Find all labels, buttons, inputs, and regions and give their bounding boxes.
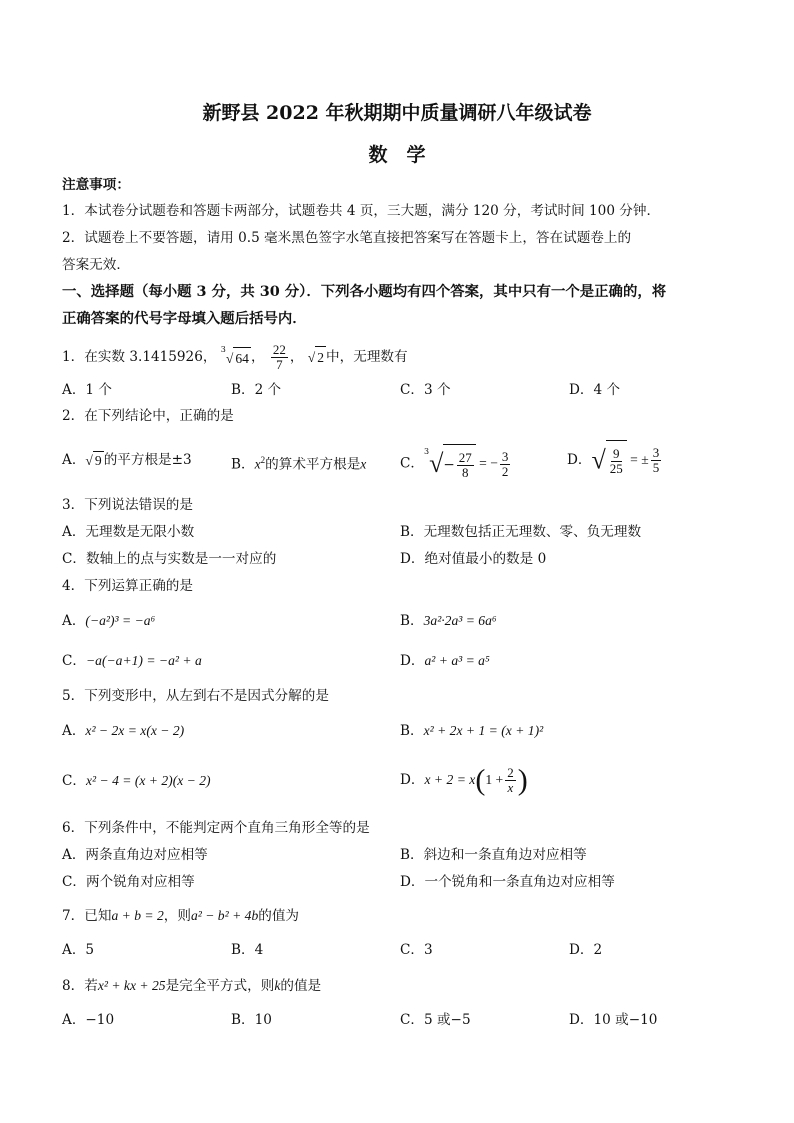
question-4-stem: 4．下列运算正确的是 (62, 578, 193, 594)
q4-option-a (62, 612, 155, 630)
section1-heading-line2: 正确答案的代号字母填入题后括号内． (62, 310, 307, 327)
q5-c-expr: x² − 4 = (x + 2)(x − 2) (86, 773, 211, 788)
q5-d-prefix: D． (400, 772, 425, 788)
q2-c-index: 3 (424, 447, 430, 456)
q2-d-rden: 5 (652, 460, 660, 475)
q2-c-num: 27 (458, 449, 472, 465)
q1-sqrt2-radicand: 2 (315, 346, 326, 369)
question-8-stem (62, 977, 321, 995)
q5-a-prefix: A． (62, 723, 86, 739)
q2-c-rnum: 3 (501, 448, 509, 464)
q4-c-expr: −a(−a+1) = −a² + a (86, 653, 202, 668)
q2-b-prefix: B． (231, 456, 255, 473)
notes-heading: 注意事项： (62, 177, 130, 193)
q4-b-expr: 3a²·2a³ = 6a⁶ (423, 613, 497, 628)
q2-option-a: A．√ 9 的平方根是±3 (62, 452, 192, 468)
q2-b-var: x (254, 456, 261, 472)
q1-root-index: 3 (220, 344, 226, 354)
q7-option-c: C．3 (400, 942, 433, 958)
question-5-stem: 5．下列变形中，从左到右不是因式分解的是 (62, 688, 329, 704)
q2-c-prefix: C． (400, 455, 424, 472)
q1-radicand: 64 (233, 347, 251, 370)
q2-d-rnum: 3 (652, 445, 660, 460)
q8-expression: x² + kx + 25 (97, 978, 166, 993)
q1-option-b: B．2 个 (231, 382, 282, 398)
q7-stem-c: 的值为 (258, 908, 300, 924)
q1-option-a: A．1 个 (62, 382, 112, 398)
q4-option-c (62, 652, 202, 670)
q1-frac-num: 22 (272, 342, 286, 357)
q6-option-a: A．两条直角边对应相等 (62, 847, 208, 863)
q5-option-d: D．x + 2 = x(1 + $\frac{2}{x}$ ) (400, 763, 528, 797)
q8-option-c: C．5 或−5 (400, 1012, 471, 1028)
q5-c-prefix: C． (62, 773, 86, 789)
q6-option-b: B．斜边和一条直角边对应相等 (400, 847, 587, 863)
question-6-stem: 6．下列条件中，不能判定两个直角三角形全等的是 (62, 820, 370, 836)
q1-stem-b: 中，无理数有 (326, 349, 408, 365)
q5-b-expr: x² + 2x + 1 = (x + 1)² (423, 723, 544, 738)
section1-heading-line1: 一、选择题（每小题 3 分，共 30 分）．下列各小题均有四个答案，其中只有一个是正确的，将 (62, 283, 667, 300)
q1-option-d: D．4 个 (569, 382, 621, 398)
q8-var: k (274, 978, 281, 993)
note-item-2-line1: 2．试题卷上不要答题，请用 0.5 毫米黑色签字水笔直接把答案写在答题卡上，答在试题卷上的 (62, 230, 632, 246)
q2-d-num: 9 (613, 446, 620, 461)
q7-option-d: D．2 (569, 942, 603, 958)
q2-b-var2: x (360, 456, 367, 472)
q1-fraction (271, 343, 288, 372)
q7-option-a: A．5 (62, 942, 95, 958)
q4-c-prefix: C． (62, 653, 86, 669)
q3-option-a: A．无理数是无限小数 (62, 524, 195, 540)
q5-a-expr: x² − 2x = x(x − 2) (85, 723, 185, 738)
q5-b-prefix: B． (400, 723, 424, 739)
subject-title: 数 学 (368, 144, 426, 166)
question-3-stem: 3．下列说法错误的是 (62, 497, 193, 513)
q8-option-d: D．10 或−10 (569, 1012, 658, 1028)
exam-title: 新野县 2022 年秋期期中质量调研八年级试卷 (202, 102, 592, 124)
q1-frac-den: 7 (276, 357, 283, 372)
q4-d-expr: a² + a³ = a⁵ (424, 653, 490, 668)
q2-b-text: 的算术平方根是 (265, 456, 361, 473)
q5-option-b (400, 722, 543, 740)
q2-option-d: D．√ $\frac{9}{25}$ = ± $\frac{3}{5}$ (567, 440, 663, 481)
q6-option-c: C．两个锐角对应相等 (62, 874, 195, 890)
q2-option-b (231, 451, 366, 474)
q8-option-b: B．10 (231, 1012, 272, 1028)
q2-d-den: 25 (609, 461, 623, 476)
q1-option-c: C．3 个 (400, 382, 451, 398)
q2-a-radicand: 9 (94, 453, 102, 468)
note-item-1: 1．本试卷分试题卷和答题卡两部分，试题卷共 4 页，三大题，满分 120 分，考试时间 100 分钟． (62, 203, 661, 219)
question-1-stem: 1．在实数 3.1415926， $^3$√ 64 ， $\frac{22}{7}$ ， √ 2 中，无理数有 (62, 342, 408, 372)
q3-option-d: D．绝对值最小的数是 0 (400, 551, 547, 567)
q4-option-b (400, 612, 497, 630)
q1-cube-root: $^3$√ 64 (221, 345, 251, 371)
q5-option-c (62, 772, 211, 790)
q4-d-prefix: D． (400, 653, 425, 669)
q4-a-prefix: A． (62, 613, 86, 629)
q8-stem-a: 8．若 (62, 978, 98, 994)
q7-expression: a² − b² + 4b (190, 908, 259, 923)
q2-b-exp: 2 (260, 455, 266, 465)
q7-option-b: B．4 (231, 942, 264, 958)
q3-option-c: C．数轴上的点与实数是一一对应的 (62, 551, 277, 567)
question-2-stem: 2．在下列结论中，正确的是 (62, 408, 234, 424)
q5-d-expr-a: x + 2 = x (424, 772, 476, 787)
q5-d-expr-b: 1 + (485, 772, 504, 787)
q2-d-prefix: D． (567, 452, 592, 468)
q7-condition: a + b = 2 (111, 908, 164, 923)
q4-b-prefix: B． (400, 613, 424, 629)
q3-option-b: B．无理数包括正无理数、零、负无理数 (400, 524, 642, 540)
q2-a-text: 的平方根是±3 (103, 452, 192, 468)
q2-c-den: 8 (462, 464, 469, 480)
q5-d-num: 2 (507, 765, 514, 780)
q5-option-a (62, 722, 184, 740)
q6-option-d: D．一个锐角和一条直角边对应相等 (400, 874, 615, 890)
q4-option-d (400, 652, 490, 670)
q8-stem-c: 的值是 (280, 978, 322, 994)
q2-a-prefix: A． (62, 452, 86, 468)
q1-stem-a: 1．在实数 3.1415926， (62, 349, 217, 365)
q5-d-den: x (507, 780, 514, 795)
note-item-2-line2: 答案无效． (62, 257, 130, 273)
q1-sqrt2: √ 2 (308, 346, 326, 369)
q4-a-expr: (−a²)³ = −a⁶ (85, 613, 156, 628)
q2-option-c: C．$^3$√− $\frac{27}{8}$ = − $\frac{3}{2}$ (400, 440, 512, 485)
q2-c-rden: 2 (501, 463, 509, 479)
q7-stem-b: ，则 (163, 908, 191, 924)
q7-stem-a: 7．已知 (62, 908, 112, 924)
q8-stem-b: 是完全平方式，则 (165, 978, 275, 994)
question-7-stem (62, 907, 299, 925)
q8-option-a: A．−10 (62, 1012, 115, 1028)
